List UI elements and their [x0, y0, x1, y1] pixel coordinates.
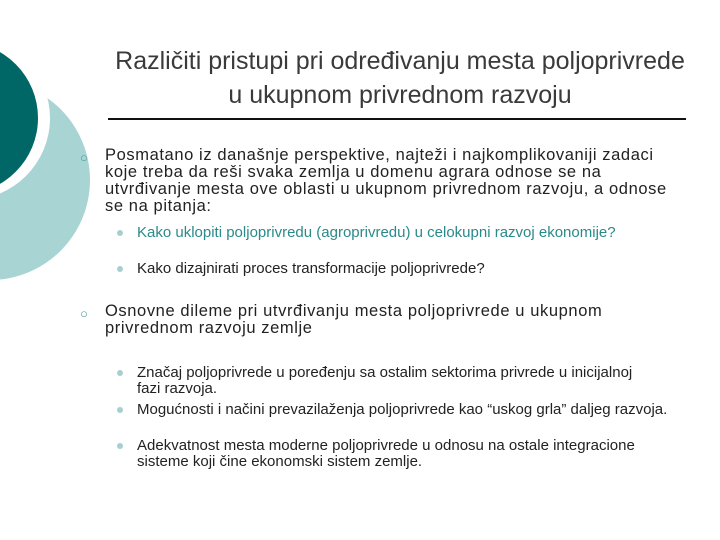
bullet-item-2-text: Osnovne dileme pri utvrđivanju mesta poljoprivrede u ukupnom privrednom razvoju zemlje: [105, 302, 603, 337]
slide-title: Različiti pristupi pri određivanju mesta poljoprivrede u ukupnom privrednom razvoju: [115, 47, 685, 109]
title-underline: [108, 118, 686, 120]
sub-bullet-dot-icon: [117, 407, 123, 413]
sub-bullet-dot-icon: [117, 230, 123, 236]
sub-item-2-2-text: Mogućnosti i načini prevazilaženja poljoprivrede kao “uskog grla” daljeg razvoja.: [137, 401, 668, 418]
sub-bullet-dot-icon: [117, 370, 123, 376]
sub-bullet-dot-icon: [117, 443, 123, 449]
sub-item-2-1-text: Značaj poljoprivrede u poređenju sa ostalim sektorima privrede u inicijalnoj fazi razvoja.: [137, 364, 633, 397]
sub-item-1-2-text: Kako dizajnirati proces transformacije poljoprivrede?: [137, 260, 485, 277]
sub-item-2-3-text: Adekvatnost mesta moderne poljoprivrede u odnosu na ostale integracione sisteme koji čine ekonomski sistem zemlje.: [137, 437, 635, 470]
sub-item-1-1-text: Kako uklopiti poljoprivredu (agroprivredu) u celokupni razvoj ekonomije?: [137, 224, 616, 241]
bullet-item-1-text: Posmatano iz današnje perspektive, najteži i najkomplikovaniji zadaci koje treba da reši svaka zemlja u domenu agrara odnose se na utvrđivanje mesta ove oblasti u ukupnom privrednom razvoju, a odnose se na pitanja:: [105, 146, 667, 215]
bullet-circle-icon: ○: [80, 150, 88, 165]
bullet-circle-icon: ○: [80, 306, 88, 321]
sub-bullet-dot-icon: [117, 266, 123, 272]
